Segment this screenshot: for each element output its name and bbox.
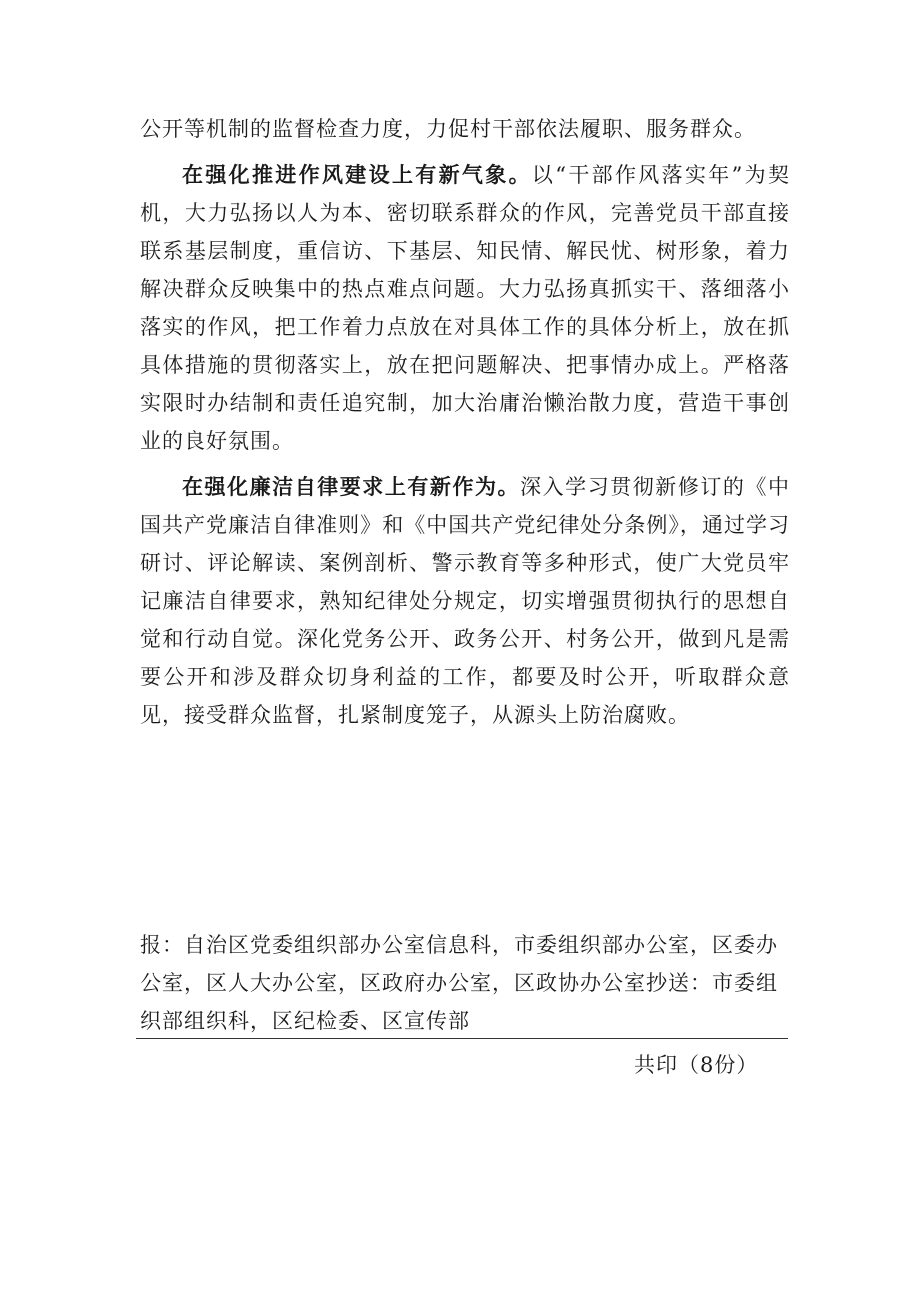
paragraph-text: 以“干部作风落实年”为契机，大力弘扬以人为本、密切联系群众的作风，完善党员干部直接联系基层制度，重信访、下基层、知民情、解民忧、树形象，着力解决群众反映集中的热点难点问题。大力弘扬真抓实干、落细落小落实的作风，把工作着力点放在对具体工作的具体分析上，放在抓具体措施的贯彻落实上，放在把问题解决、把事情办成上。严格落实限时办结制和责任追究制，加大治庸治懒治散力度，营造干事创业的良好氛围。 [140,163,790,453]
paragraph-work-style [140,156,790,460]
paragraph-text: 深入学习贯彻新修订的《中国共产党廉洁自律准则》和《中国共产党纪律处分条例》，通过学习研讨、评论解读、案例剖析、警示教育等多种形式，使广大党员牢记廉洁自律要求，熟知纪律处分规定，切实增强贯彻执行的思想自觉和行动自觉。深化党务公开、政务公开、村务公开，做到凡是需要公开和涉及群众切身利益的工作，都要及时公开，听取群众意见，接受群众监督，扎紧制度笼子，从源头上防治腐败。 [140,475,791,727]
paragraph-integrity [140,468,790,734]
document-body [140,110,790,742]
paragraph-lead-heading: 在强化推进作风建设上有新气象。 [182,162,532,187]
paragraph-lead-heading: 在强化廉洁自律要求上有新作为。 [182,474,521,499]
footer-divider [136,1038,788,1039]
distribution-list: 报：自治区党委组织部办公室信息科，市委组织部办公室，区委办公室，区人大办公室，区政府办公室，区政协办公室抄送：市委组织部组织科，区纪检委、区宣传部 [140,933,778,1033]
paragraph-continuation [140,110,790,148]
print-count: 共印（8份） [634,1053,759,1077]
paragraph-text: 公开等机制的监督检查力度，力促村干部依法履职、服务群众。 [140,117,756,141]
